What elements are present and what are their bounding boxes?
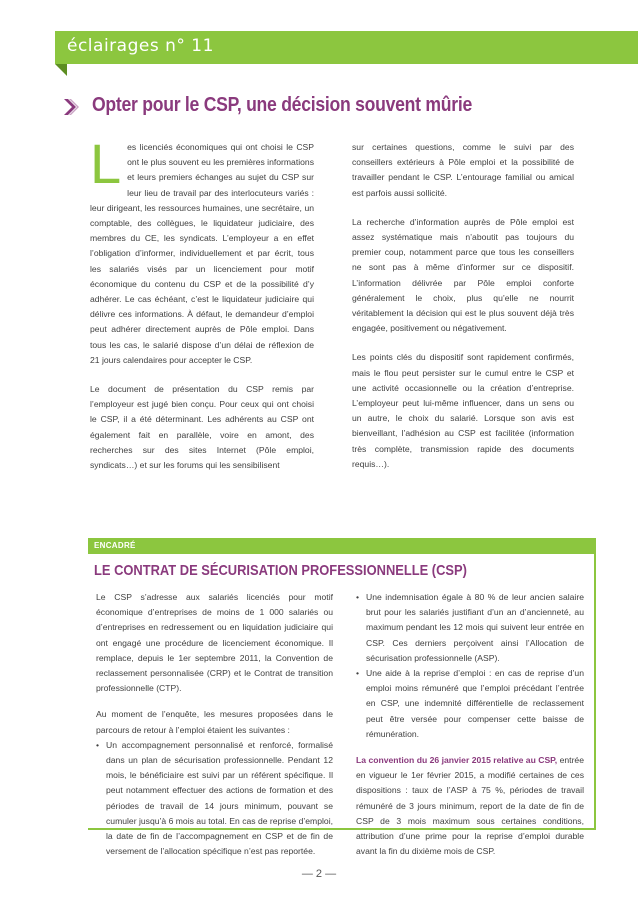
paragraph-text: es licenciés économiques qui ont choisi le CSP ont le plus souvent eu les premières informations et leurs premiers échanges au sujet du CSP sur leur lieu de travail par des interlocuteurs variés : leur dirigeant, les ressources humaines, une secrétaire, un comptable, des collègues, le liquidateur judiciaire, des membres du CE, les syndicats. L’employeur a en effet l’obligation d’informer, individuellement et par écrit, tous les salariés visés par un licenciement pour motif économique du contenu du CSP et de la possibilité d’y adhérer. Le cas échéant, c’est le liquidateur judiciaire qui délivre ces informations. À défaut, le demandeur d’emploi peut adhérer directement auprès de Pôle emploi. Dans tous les cas, le salarié dispose d’un délai de réflexion de 21 jours calendaires pour accepter le CSP. [90,142,314,365]
article-paragraph: La recherche d’information auprès de Pôle emploi est assez systématique mais n’aboutit pas toujours du premier coup, notamment parce que tous les conseillers ne sont pas à même d’informer sur ce dispositif. L’information délivrée par Pôle emploi conforte généralement le choix, plus qu’elle ne nourrit véritablement la décision qui est le plus souvent déjà très engagée, positivement ou négativement. [352,216,574,334]
article-paragraph: Le document de présentation du CSP remis par l’employeur est jugé bien conçu. Pour ceux qui ont choisi le CSP, il a été déterminant. Les adhérents au CSP ont également fait en parallèle, voire en amont, des recherches sur des sites Internet (Pôle emploi, syndicats…) et sur les forums qui les sensibilisent [90,384,314,471]
encadre-bullet-list [356,590,584,742]
drop-cap: L [90,132,122,195]
encadre-bullet-list [96,738,333,860]
encadre-tag: ENCADRÉ [88,538,594,554]
encadre-box [88,538,596,857]
convention-text: entrée en vigueur le 1er février 2015, a modifié certaines de ces dispositions : taux de l’ASP à 75 %, périodes de travail rémunéré de 3 jours minimum, report de la date de fin de CSP de 3 mois maximum sous certaines conditions, attribution d’une prime pour la reprise d’emploi durable avant la fin du dixième mois de CSP. [356,755,584,857]
article-paragraph [90,132,314,368]
encadre-paragraph: Au moment de l’enquête, les mesures proposées dans le parcours de retour à l’emploi étaient les suivantes : [96,709,333,735]
encadre-paragraph [356,753,584,859]
section-banner [55,31,638,64]
article-column-right [352,140,574,486]
list-item: • Un accompagnement personnalisé et renforcé, formalisé dans un plan de sécurisation professionnelle. Pendant 12 mois, le bénéficiaire est suivi par un référent spécifique. Il peut notamment effectuer des actions de formation et des périodes de travail de 14 jours minimum, pouvant se cumuler jusqu’à 6 mois au total. En cas de reprise d’emploi, la date de fin de l’accompagnement en CSP et de fin de versement de l’allocation spécifique n’est pas reportée. [96,738,333,860]
article-paragraph: Les points clés du dispositif sont rapidement confirmés, mais le flou peut persister sur le cumul entre le CSP et une activité occasionnelle ou la création d’entreprise. L’employeur peut lui-même influencer, dans un sens ou un autre, le choix du salarié. Lorsque son avis est bienveillant, l’adhésion au CSP est facilitée (information très complète, transmission rapide des documents requis…). [352,352,574,469]
list-item: • Une indemnisation égale à 80 % de leur ancien salaire brut pour les salariés justifiant d’un an d’ancienneté, au maximum pendant les 12 mois qui suivent leur entrée en CSP. Ces derniers perçoivent ainsi l’Allocation de sécurisation professionnelle (ASP). [356,590,584,666]
article-column-left [90,132,314,487]
encadre-paragraph: Le CSP s’adresse aux salariés licenciés pour motif économique d’entreprises de moins de 1 000 salariés ou d’entreprises en redressement ou en liquidation judiciaire qui ont engagé une procédure de licenciement économique. Il remplace, depuis le 1er septembre 2011, la Convention de reclassement personnalisée (CRP) et le Contrat de transition professionnelle (CTP). [96,592,333,694]
encadre-title: LE CONTRAT DE SÉCURISATION PROFESSIONNELLE (CSP) [94,562,467,579]
article-paragraph: sur certaines questions, comme le suivi par des conseillers extérieurs à Pôle emploi et la possibilité de travailler pendant le CSP. L’entourage familial ou amical est parfois aussi sollicité. [352,142,574,198]
encadre-column-right [356,590,584,870]
encadre-column-left [96,590,333,859]
page-number: — 2 — [301,868,337,880]
article-title: Opter pour le CSP, une décision souvent mûrie [92,94,472,116]
chevron-right-icon [62,98,80,116]
convention-lead: La convention du 26 janvier 2015 relative au CSP, [356,755,558,766]
list-item: • Une aide à la reprise d’emploi : en cas de reprise d’un emploi moins rémunéré que l’emploi précédant l’entrée en CSP, une indemnité différentielle de reclassement peut être versée pour compenser cette baisse de rémunération. [356,666,584,742]
banner-label: éclairages n° 11 [67,36,214,56]
